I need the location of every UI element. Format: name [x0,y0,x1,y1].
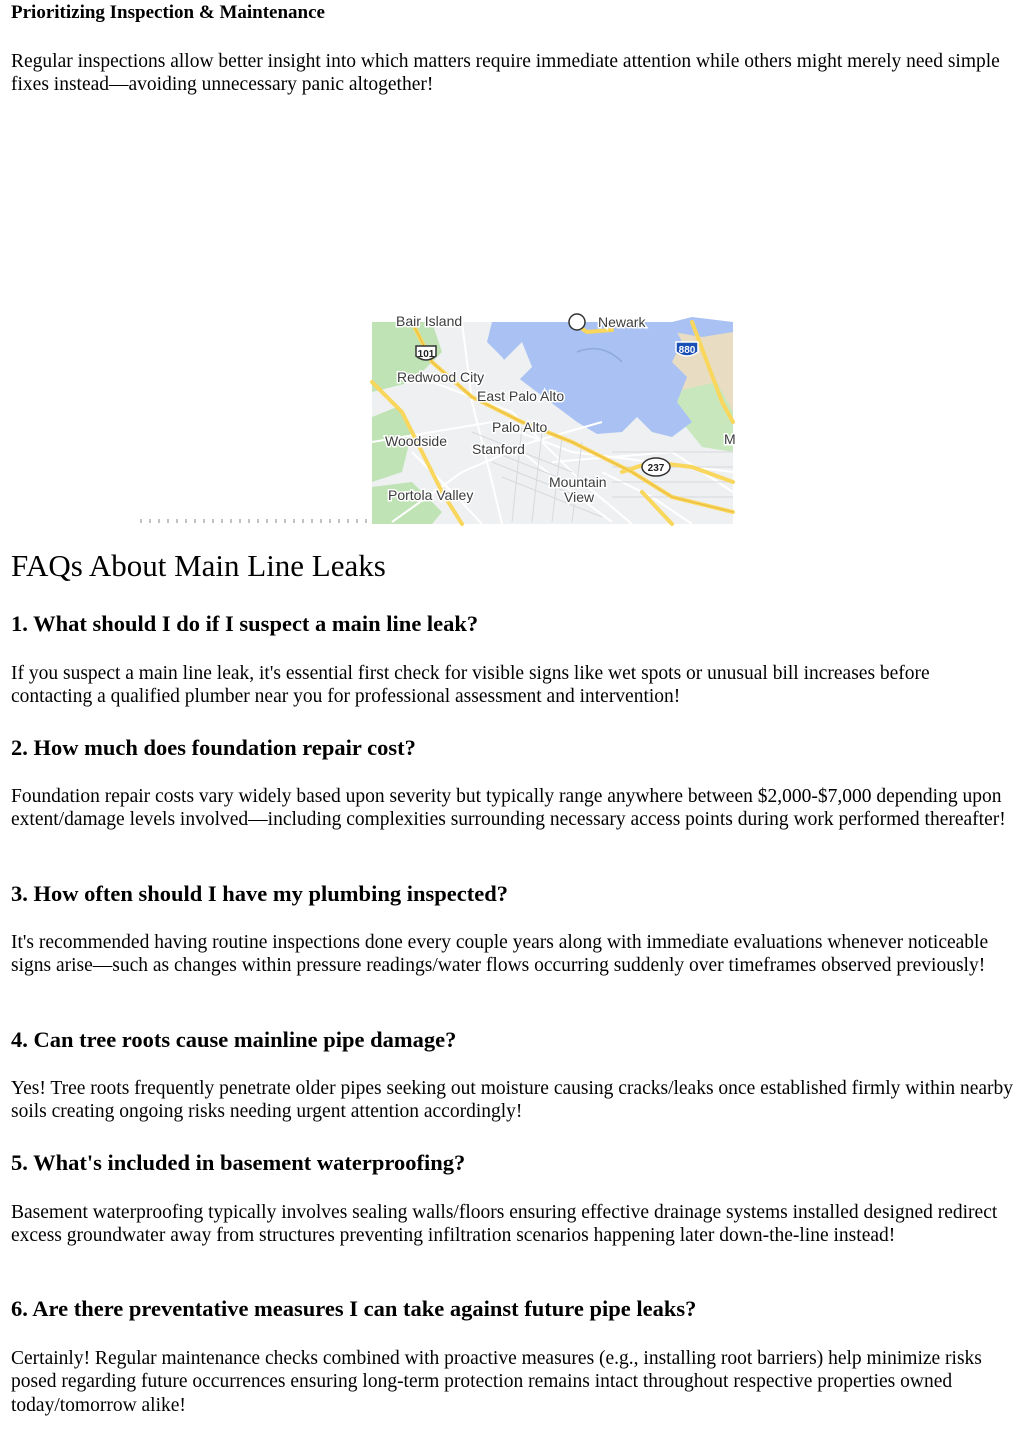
faq-question-1: 1. What should I do if I suspect a main line leak? [11,611,479,636]
label-portola-valley: Portola Valley [388,487,474,503]
section-heading: Prioritizing Inspection & Maintenance [11,2,325,23]
faq-question-5: 5. What's included in basement waterproofing? [11,1150,466,1175]
faq-answer-3: It's recommended having routine inspections done every couple years along with immediate evaluations whenever noticeable signs arise—such as changes within pressure readings/water flows occurring suddenly over timeframes observed previously! [11,932,989,977]
embedded-map[interactable] [372,313,736,524]
svg-text:101: 101 [417,349,435,360]
faq-question-3: 3. How often should I have my plumbing inspected? [11,881,508,906]
shield-top-partial [569,314,585,330]
label-woodside: Woodside [385,433,448,449]
intro-paragraph: Regular inspections allow better insight into which matters require immediate attention while others might merely need simple fixes instead—avoiding unnecessary panic altogether! [11,51,1000,96]
label-mountain: Mountain [549,474,607,490]
label-newark: Newark [598,314,646,330]
map-canvas [372,313,736,524]
label-bair-island: Bair Island [396,313,463,329]
faq-question-4: 4. Can tree roots cause mainline pipe damage? [11,1027,457,1052]
svg-text:880: 880 [678,345,696,356]
faq-answer-4: Yes! Tree roots frequently penetrate older pipes seeking out moisture causing cracks/leaks once established firmly within nearby soils creating ongoing risks needing urgent attention accordingly! [11,1078,1014,1123]
faq-question-6: 6. Are there preventative measures I can take against future pipe leaks? [11,1296,697,1321]
label-redwood-city: Redwood City [397,369,485,385]
shield-sr237 [642,458,670,476]
label-east-palo-alto: East Palo Alto [477,388,565,404]
faq-answer-5: Basement waterproofing typically involves sealing walls/floors ensuring effective drainage systems installed designed redirect excess groundwater away from structures preventing infiltration scenarios happening later down-the-line instead! [11,1202,998,1247]
faq-question-2: 2. How much does foundation repair cost? [11,735,416,760]
label-palo-alto: Palo Alto [492,419,548,435]
label-stanford: Stanford [472,441,525,457]
shield-us101 [416,346,436,360]
faq-title: FAQs About Main Line Leaks [11,548,386,583]
shield-i880 [676,342,698,356]
svg-text:237: 237 [647,463,665,474]
label-edge-m: M [724,431,736,447]
faq-answer-6: Certainly! Regular maintenance checks combined with proactive measures (e.g., installing root barriers) help minimize risks posed regarding future occurrences ensuring long-term protection remains intact throughout respective properties owned today/tomorrow alike! [11,1348,982,1416]
faq-answer-2: Foundation repair costs vary widely based upon severity but typically range anywhere between $2,000-$7,000 depending upon extent/damage levels involved—including complexities surrounding necessary access points during work performed thereafter! [11,786,1006,831]
image-caption-artifact [140,519,370,523]
faq-answer-1: If you suspect a main line leak, it's essential first check for visible signs like wet spots or unusual bill increases before contacting a qualified plumber near you for professional assessment and intervention! [11,663,930,708]
label-view: View [564,489,595,505]
